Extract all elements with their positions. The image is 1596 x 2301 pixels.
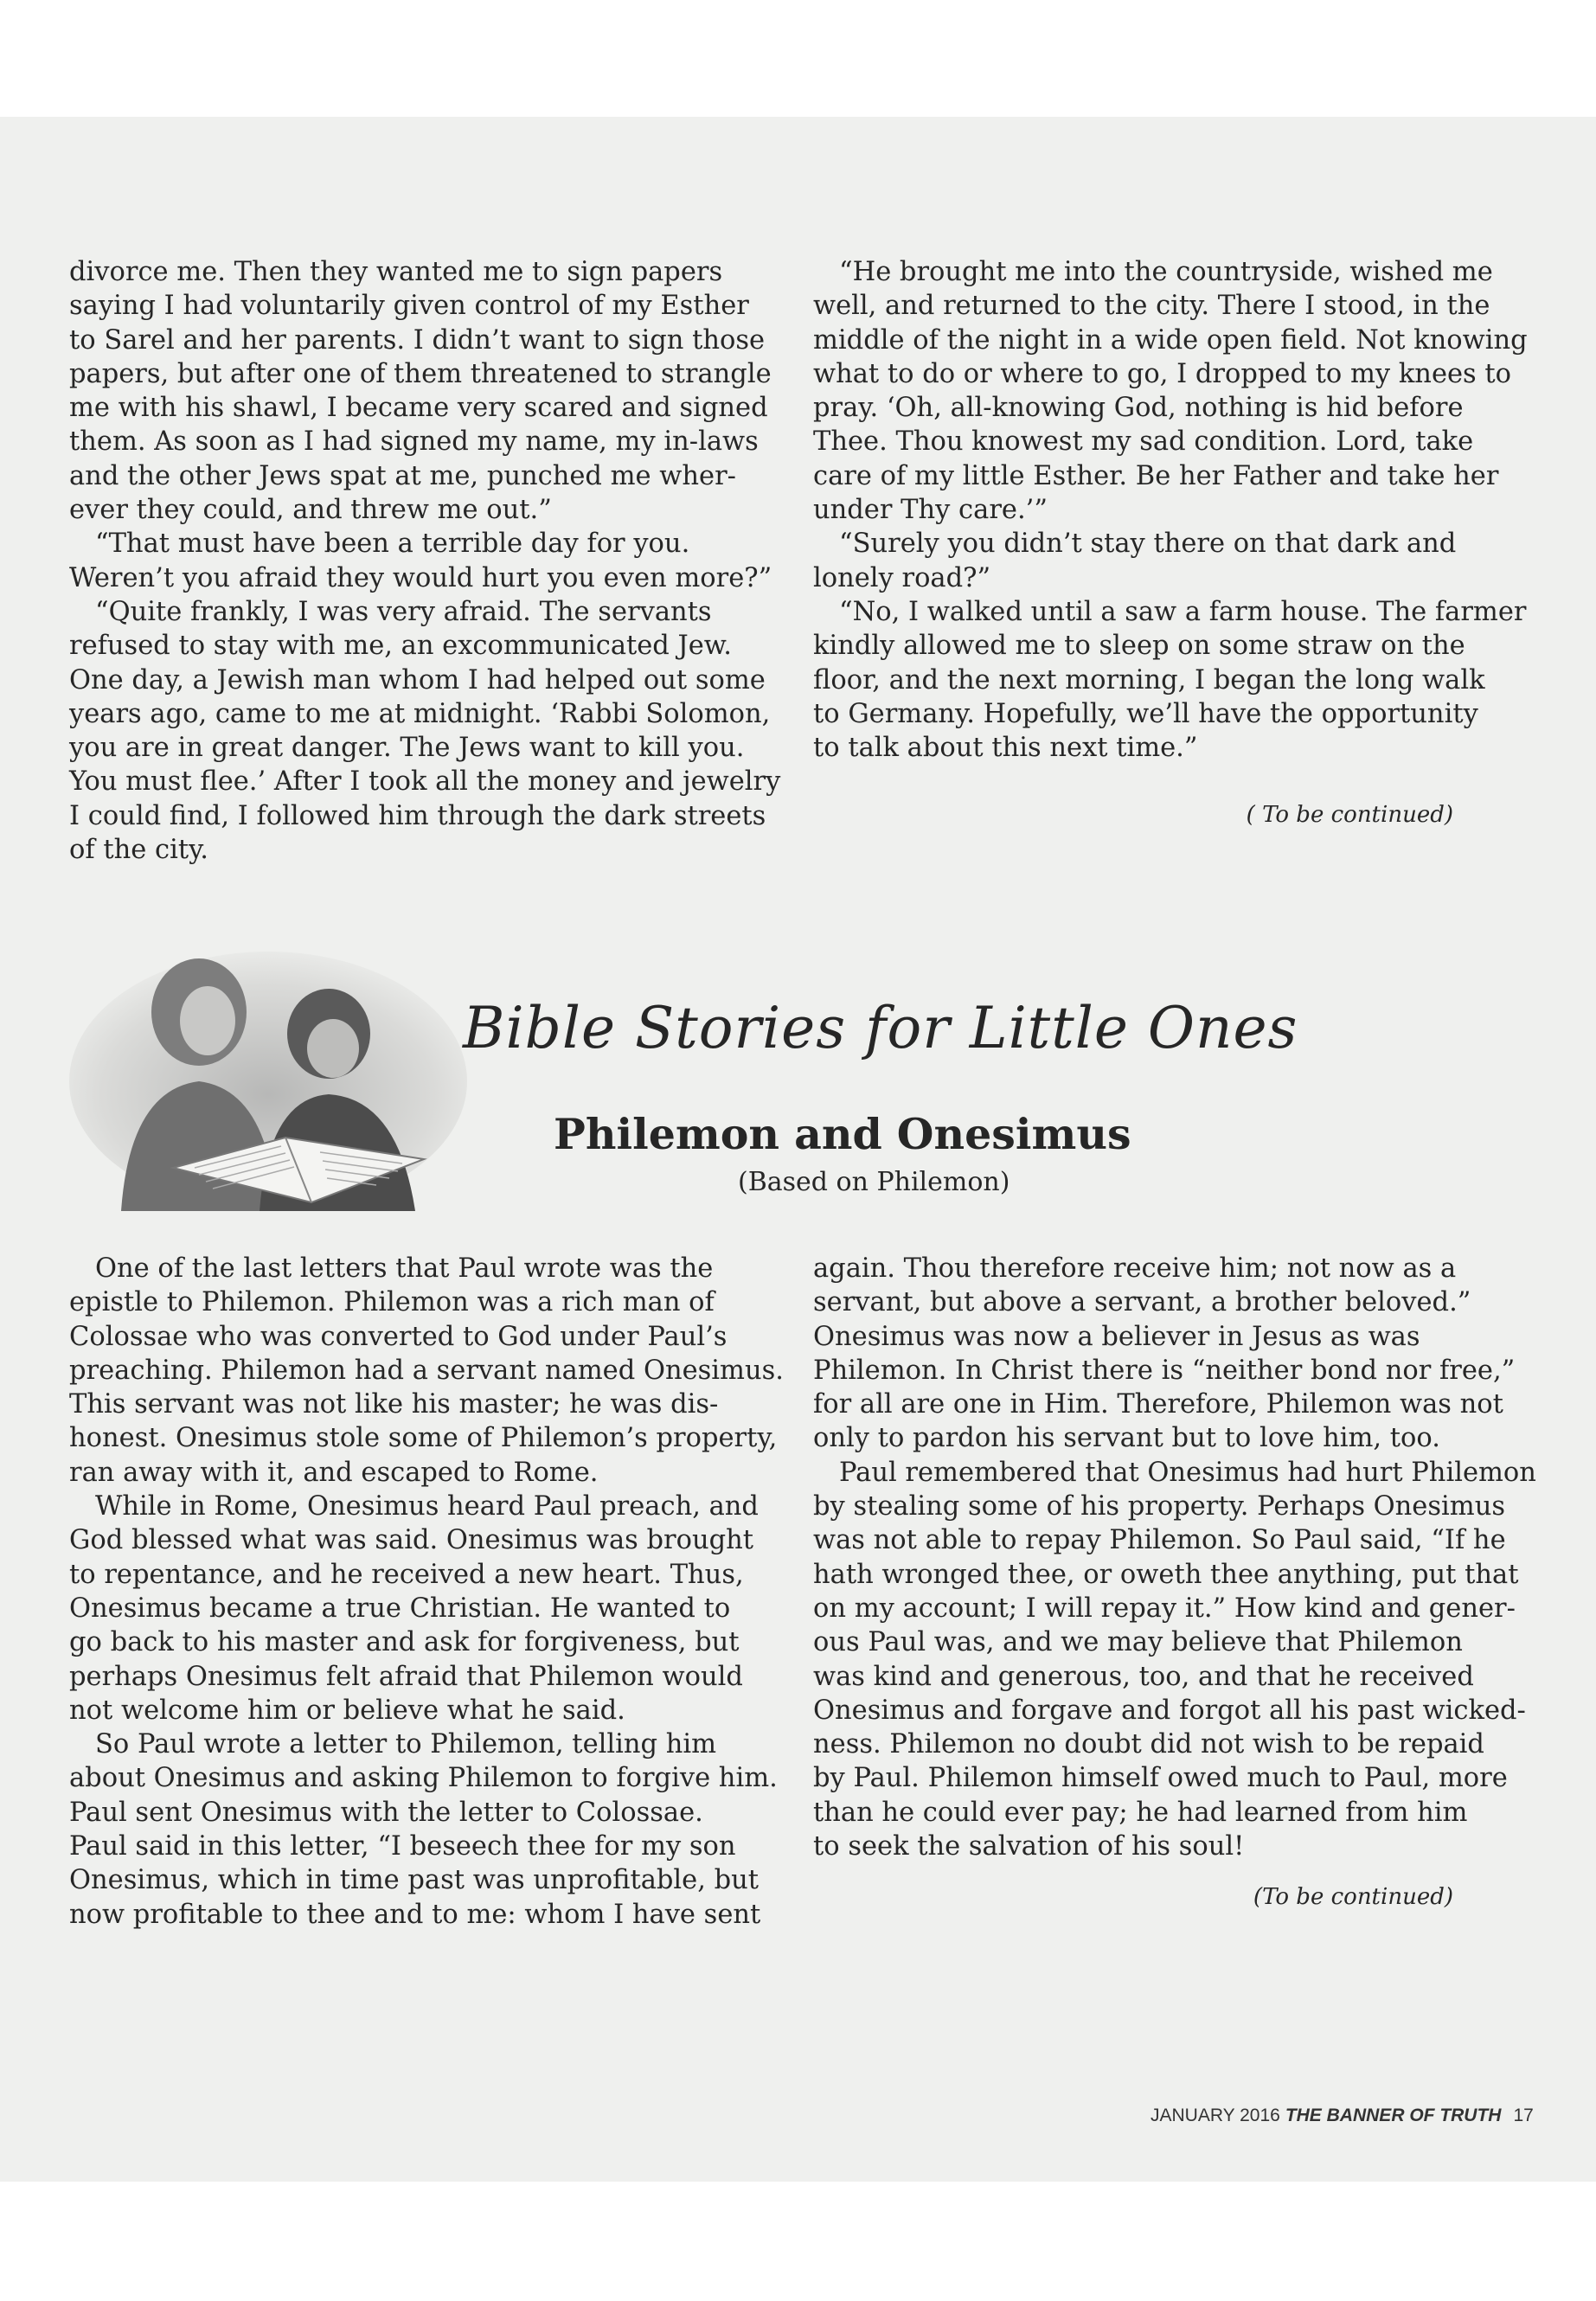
story2-continued-wrap bbox=[813, 1868, 1522, 1914]
text-line: to talk about this next time.” bbox=[813, 733, 1198, 764]
story2-right-column bbox=[813, 1252, 1536, 1863]
children-reading-bible-photo bbox=[69, 952, 467, 1211]
footer-page-number: 17 bbox=[1513, 2106, 1534, 2125]
text-line: While in Rome, Onesimus heard Paul preach, and bbox=[95, 1491, 759, 1522]
text-line: Onesimus and forgave and forgot all his past wicked- bbox=[813, 1695, 1526, 1726]
text-line: “Quite frankly, I was very afraid. The servants bbox=[95, 596, 712, 627]
text-line: than he could ever pay; he had learned from him bbox=[813, 1797, 1468, 1828]
text-line: preaching. Philemon had a servant named Onesimus. bbox=[69, 1355, 784, 1386]
text-line: of the city. bbox=[69, 835, 208, 866]
text-line: saying I had voluntarily given control of my Esther bbox=[69, 291, 749, 322]
text-line: perhaps Onesimus felt afraid that Philemon would bbox=[69, 1661, 743, 1692]
text-line: ous Paul was, and we may believe that Philemon bbox=[813, 1627, 1463, 1658]
text-line: by stealing some of his property. Perhaps Onesimus bbox=[813, 1491, 1505, 1522]
section-title: Bible Stories for Little Ones bbox=[463, 995, 1298, 1061]
text-line: and the other Jews spat at me, punched me wher- bbox=[69, 460, 736, 491]
text-line: to Sarel and her parents. I didn’t want to sign those bbox=[69, 324, 766, 356]
story-headline: Philemon and Onesimus bbox=[554, 1109, 1131, 1159]
text-line: well, and returned to the city. There I stood, in the bbox=[813, 291, 1490, 322]
story2-to-be-continued: (To be continued) bbox=[1253, 1884, 1453, 1910]
text-line: Onesimus was now a believer in Jesus as was bbox=[813, 1321, 1420, 1352]
story2-left-column bbox=[69, 1252, 784, 1932]
story1-to-be-continued: ( To be continued) bbox=[1246, 802, 1453, 828]
text-line: years ago, came to me at midnight. ‘Rabbi Solomon, bbox=[69, 698, 771, 729]
text-line: not welcome him or believe what he said. bbox=[69, 1695, 625, 1726]
story1-continued-wrap bbox=[813, 786, 1522, 832]
text-line: This servant was not like his master; he was dis- bbox=[69, 1389, 719, 1420]
footer-date: JANUARY 2016 bbox=[1151, 2106, 1280, 2125]
text-line: Colossae who was converted to God under Paul’s bbox=[69, 1321, 727, 1352]
text-line: was not able to repay Philemon. So Paul said, “If he bbox=[813, 1525, 1506, 1556]
text-line: pray. ‘Oh, all-knowing God, nothing is hid before bbox=[813, 393, 1464, 424]
text-line: now profitable to thee and to me: whom I have sent bbox=[69, 1899, 761, 1930]
text-line: to seek the salvation of his soul! bbox=[813, 1831, 1245, 1862]
text-line: you are in great danger. The Jews want to kill you. bbox=[69, 733, 745, 764]
text-line: me with his shawl, I became very scared and signed bbox=[69, 393, 768, 424]
text-line: only to pardon his servant but to love him, too. bbox=[813, 1423, 1440, 1454]
text-line: to Germany. Hopefully, we’ll have the opportunity bbox=[813, 698, 1478, 729]
text-line: You must flee.’ After I took all the money and jewelry bbox=[69, 766, 781, 798]
text-line: ran away with it, and escaped to Rome. bbox=[69, 1457, 599, 1488]
text-line: “No, I walked until a saw a farm house. The farmer bbox=[839, 596, 1527, 627]
footer-magazine: THE BANNER OF TRUTH bbox=[1285, 2106, 1502, 2125]
story-subtitle: (Based on Philemon) bbox=[738, 1167, 1010, 1197]
text-line: Paul remembered that Onesimus had hurt Philemon bbox=[839, 1457, 1536, 1488]
text-line: again. Thou therefore receive him; not now as a bbox=[813, 1253, 1457, 1284]
text-line: kindly allowed me to sleep on some straw on the bbox=[813, 631, 1465, 662]
text-line: middle of the night in a wide open field. Not knowing bbox=[813, 324, 1528, 356]
text-line: servant, but above a servant, a brother beloved.” bbox=[813, 1287, 1471, 1318]
story1-right-column bbox=[813, 255, 1528, 765]
text-line: by Paul. Philemon himself owed much to Paul, more bbox=[813, 1763, 1508, 1794]
text-line: to repentance, and he received a new heart. Thus, bbox=[69, 1559, 744, 1590]
text-line: on my account; I will repay it.” How kind and gener- bbox=[813, 1593, 1516, 1624]
text-line: Paul said in this letter, “I beseech thee for my son bbox=[69, 1831, 736, 1862]
text-line: honest. Onesimus stole some of Philemon’s property, bbox=[69, 1423, 778, 1454]
text-line: Thee. Thou knowest my sad condition. Lord, take bbox=[813, 426, 1474, 458]
text-line: refused to stay with me, an excommunicated Jew. bbox=[69, 631, 732, 662]
text-line: Weren’t you afraid they would hurt you even more?” bbox=[69, 562, 772, 593]
text-line: Onesimus became a true Christian. He wanted to bbox=[69, 1593, 731, 1624]
text-line: “Surely you didn’t stay there on that dark and bbox=[839, 529, 1457, 560]
text-line: One day, a Jewish man whom I had helped out some bbox=[69, 664, 766, 695]
text-line: under Thy care.’” bbox=[813, 495, 1048, 526]
text-line: them. As soon as I had signed my name, my in-laws bbox=[69, 426, 759, 458]
text-line: was kind and generous, too, and that he received bbox=[813, 1661, 1474, 1692]
text-line: papers, but after one of them threatened to strangle bbox=[69, 358, 772, 389]
text-line: about Onesimus and asking Philemon to forgive him. bbox=[69, 1763, 778, 1794]
text-line: for all are one in Him. Therefore, Philemon was not bbox=[813, 1389, 1503, 1420]
text-line: “That must have been a terrible day for you. bbox=[95, 529, 690, 560]
page-footer bbox=[1151, 2106, 1534, 2126]
text-line: hath wronged thee, or oweth thee anything, put that bbox=[813, 1559, 1519, 1590]
text-line: ever they could, and threw me out.” bbox=[69, 495, 552, 526]
text-line: Onesimus, which in time past was unprofitable, but bbox=[69, 1865, 760, 1896]
text-line: care of my little Esther. Be her Father and take her bbox=[813, 460, 1499, 491]
text-line: lonely road?” bbox=[813, 562, 991, 593]
text-line: divorce me. Then they wanted me to sign papers bbox=[69, 257, 723, 287]
text-line: God blessed what was said. Onesimus was brought bbox=[69, 1525, 754, 1556]
text-line: ness. Philemon no doubt did not wish to be repaid bbox=[813, 1729, 1484, 1760]
text-line: what to do or where to go, I dropped to my knees to bbox=[813, 358, 1512, 389]
text-line: So Paul wrote a letter to Philemon, telling him bbox=[95, 1729, 717, 1760]
text-line: “He brought me into the countryside, wished me bbox=[839, 257, 1493, 287]
text-line: Paul sent Onesimus with the letter to Colossae. bbox=[69, 1797, 703, 1828]
text-line: epistle to Philemon. Philemon was a rich man of bbox=[69, 1287, 715, 1318]
text-line: go back to his master and ask for forgiveness, but bbox=[69, 1627, 740, 1658]
text-line: floor, and the next morning, I began the long walk bbox=[813, 664, 1485, 695]
text-line: Philemon. In Christ there is “neither bond nor free,” bbox=[813, 1355, 1516, 1386]
text-line: I could find, I followed him through the dark streets bbox=[69, 800, 766, 831]
story1-left-column bbox=[69, 255, 779, 867]
text-line: One of the last letters that Paul wrote was the bbox=[95, 1253, 714, 1284]
